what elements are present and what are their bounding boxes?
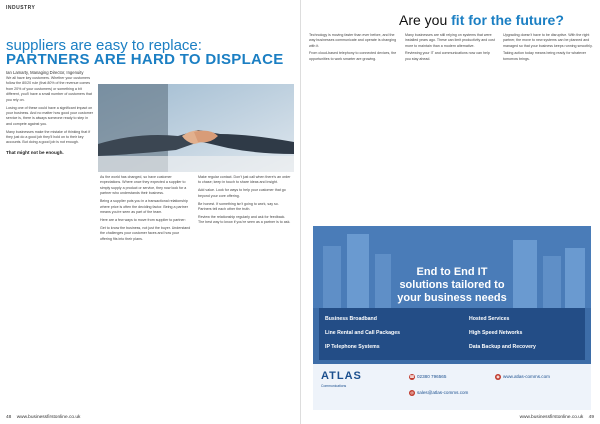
atlas-logo-subtitle: Communications <box>321 384 347 388</box>
website-contact[interactable] <box>495 374 550 380</box>
atlas-logo: ATLAS <box>321 370 362 382</box>
paragraph: Get to know the business, not just the buyer. Understand the challenges your customer faces and how your offering fits into their plans. <box>100 225 191 241</box>
email-address: sales@atlas-comms.com <box>417 390 469 396</box>
subhead: That might not be enough. <box>6 149 64 155</box>
byline: Ian Lamarty, Managing Director, Ingenuity <box>6 70 84 75</box>
advert-footer <box>313 364 591 410</box>
paragraph: Here are a few ways to move from supplier to partner: <box>100 217 186 222</box>
headline-line2: PARTNERS ARE HARD TO DISPLACE <box>6 51 284 68</box>
article-photo <box>98 84 294 172</box>
handshake-photo-illustration <box>98 84 294 172</box>
paragraph: Upgrading doesn't have to be disruptive. With the right partner, the move to new systems can be planned and managed so that your business keeps running smoothly. <box>503 33 593 48</box>
section-tag: INDUSTRY <box>6 5 36 11</box>
service-item: Line Rental and Call Packages <box>325 330 400 336</box>
page-folio-right <box>520 415 594 420</box>
article-column-1 <box>6 76 94 406</box>
title-prefix: Are you <box>399 12 452 28</box>
article-column-3 <box>198 175 292 405</box>
advertorial-column-1 <box>309 33 397 233</box>
website-link[interactable]: www.businessfirstonline.co.uk <box>16 415 81 420</box>
services-panel <box>319 308 585 360</box>
paragraph: Many businesses are still relying on systems that were installed years ago. These can limit productivity and cost more to maintain than a modern alternative. <box>405 33 495 48</box>
article-column-2 <box>100 175 192 405</box>
advertorial-column-2 <box>405 33 495 233</box>
page-folio-left <box>6 415 80 420</box>
paragraph: Review the relationship regularly and ask for feedback. The best way to know if you're seen as a partner is to ask. <box>198 214 291 225</box>
service-item: Hosted Services <box>469 316 510 322</box>
service-item: Business Broadband <box>325 316 377 322</box>
paragraph: Losing one of these could have a significant impact on your business. And no matter how good your customer service is, there is always someone ready to step in and compete against you. <box>6 105 93 126</box>
paragraph: As the world has changed, so have customer expectations. Where once they expected a supplier to simply supply a product or service, they now look for a partner who understands their business. <box>100 175 187 196</box>
advert-headline-line1: End to End IT <box>416 266 488 278</box>
page-number: 48 <box>6 415 12 420</box>
page-number: 49 <box>588 415 594 420</box>
paragraph: Many businesses make the mistake of thinking that if they just do a good job they'll hold on to their key accounts. But doing a good job is not enough. <box>6 129 91 145</box>
advertorial-column-3 <box>503 33 593 233</box>
paragraph: Reviewing your IT and communications now can help you stay ahead. <box>405 51 490 61</box>
paragraph: We all have key customers. Whether your customers follow the 80/20 rule (that 80% of the revenue comes from 20% of your customers) or something a bit different, you'll have a small number of customers that you rely on. <box>6 76 92 102</box>
phone-icon: ☎ <box>409 374 415 379</box>
advert-website: www.atlas-comms.com <box>503 374 550 380</box>
atlas-advert[interactable] <box>313 226 591 410</box>
paragraph: Being a supplier puts you in a transactional relationship where price is often the deciding factor. Being a partner means you're seen as part of the team. <box>100 199 188 214</box>
paragraph: Add value. Look for ways to help your customer that go beyond your core offering. <box>198 188 286 198</box>
headline-line1: suppliers are easy to replace: <box>6 37 202 54</box>
advertorial-title <box>399 12 564 28</box>
service-item: IP Telephone Systems <box>325 344 380 350</box>
advert-headline-line2: solutions tailored to <box>399 279 505 291</box>
website-link[interactable]: www.businessfirstonline.co.uk <box>519 415 584 420</box>
mail-icon: @ <box>409 390 415 395</box>
phone-contact[interactable] <box>409 374 446 380</box>
title-emphasis: fit for the future? <box>451 12 564 28</box>
paragraph: Make regular contact. Don't just call when there's an order to chase; keep in touch to share ideas and insight. <box>198 175 291 185</box>
paragraph: Technology is moving faster than ever before, and the way businesses communicate and operate is changing with it. <box>309 33 397 48</box>
advert-headline <box>313 266 591 305</box>
globe-icon: ◉ <box>496 374 500 379</box>
service-item: Data Backup and Recovery <box>469 344 536 350</box>
paragraph: From cloud-based telephony to connected devices, the opportunities to work smarter are growing. <box>309 51 397 61</box>
paragraph: Taking action today means being ready for whatever tomorrow brings. <box>503 51 587 61</box>
paragraph: Be honest. If something isn't going to work, say so. Partners tell each other the truth. <box>198 201 279 212</box>
advert-headline-line3: your business needs <box>397 292 507 304</box>
service-item: High Speed Networks <box>469 330 523 336</box>
email-contact[interactable] <box>409 390 468 396</box>
phone-number: 02380 796565 <box>417 374 447 380</box>
right-page <box>300 0 600 424</box>
